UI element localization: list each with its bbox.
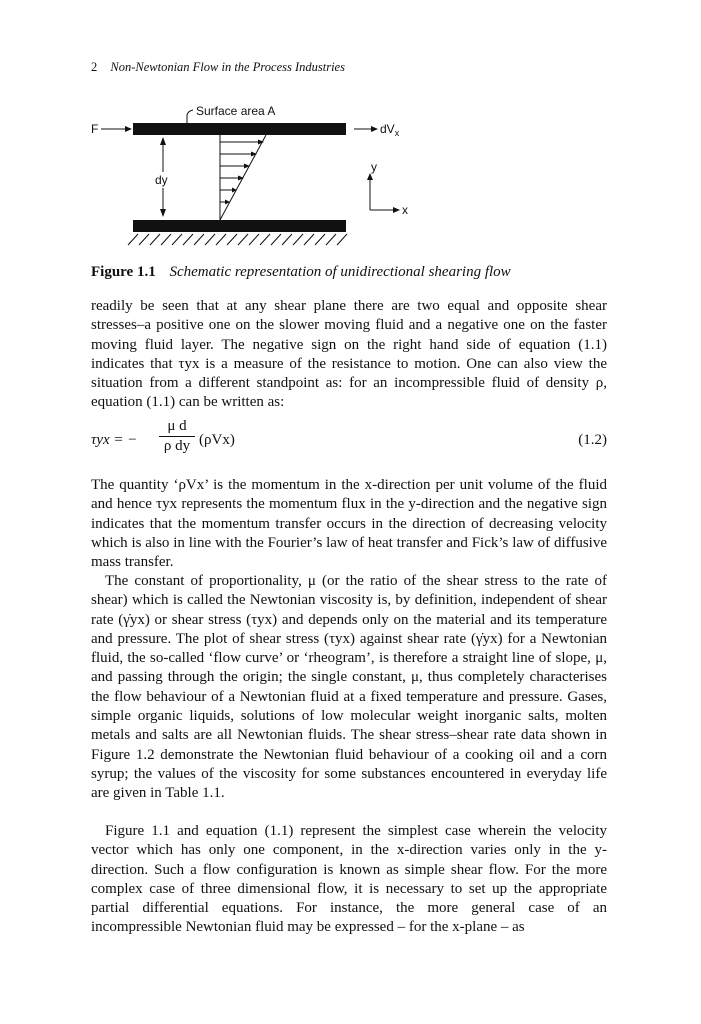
figure-1-1	[80, 98, 408, 258]
shear-flow-diagram	[80, 98, 408, 258]
x-axis-label: x	[402, 203, 408, 217]
caption-text: Schematic representation of unidirectional shearing flow	[169, 264, 511, 280]
dy-arrowhead-up	[160, 137, 166, 145]
paragraph-1: readily be seen that at any shear plane there are two equal and opposite shear stresses–a positive one on the slower moving fluid and a negative one on the faster moving fluid layer. The negative sign on the right hand side of equation (1.1) indicates that τyx is a measure of the resistance to motion. One can also view the situation from a different standpoint as: for an incompressible fluid of density ρ, equation (1.1) can be written as:	[91, 298, 607, 411]
equation-1-2	[91, 418, 607, 468]
y-axis-arrowhead	[367, 173, 373, 180]
paragraph-4: Figure 1.1 and equation (1.1) represent the simplest case wherein the velocity vector which has only one component, in the x-direction varies only in the y-direction. Such a flow configuration is known as simple shear flow. For the more complex case of three dimensional flow, it is necessary to set up the appropriate partial differential equations. For instance, the more general case of an incompressible Newtonian fluid may be expressed – for the x-plane – as	[91, 823, 607, 936]
equation-lhs: τyx = −	[91, 432, 138, 448]
velocity-arrowhead	[371, 126, 378, 132]
dy-arrowhead-down	[160, 209, 166, 217]
dy-label: dy	[155, 173, 168, 187]
caption-label: Figure 1.1	[91, 264, 156, 280]
ground-hatching	[128, 234, 347, 245]
running-header	[91, 60, 345, 75]
equation-rhs: (ρVx)	[199, 432, 235, 448]
figure-caption	[91, 264, 511, 281]
equation-fraction	[157, 418, 197, 455]
page-number: 2	[91, 60, 98, 74]
force-label: F	[91, 122, 99, 136]
profile-arrows	[220, 140, 264, 205]
equation-denominator: ρ dy	[163, 438, 191, 454]
velocity-label: $dV_x$	[380, 122, 400, 138]
force-arrowhead	[125, 126, 132, 132]
fraction-bar	[159, 436, 195, 437]
running-title: Non-Newtonian Flow in the Process Industries	[110, 60, 345, 74]
top-plate	[133, 123, 346, 135]
surface-pointer	[187, 110, 193, 123]
x-axis-arrowhead	[393, 207, 400, 213]
paragraph-3: The constant of proportionality, μ (or the ratio of the shear stress to the rate of shear) which is called the Newtonian viscosity is, by definition, independent of shear rate (γ̇yx) or shear stress (τyx) and depends only on the material and its temperature and pressure. The plot of shear stress (τyx) against shear rate (γ̇yx) for a Newtonian fluid, the so-called ‘flow curve’ or ‘rheogram’, is therefore a straight line of slope, μ, and passing through the origin; the single constant, μ, thus completely characterises the flow behaviour of a Newtonian fluid at a fixed temperature and pressure. Gases, simple organic liquids, solutions of low molecular weight inorganic salts, molten metals and salts are all Newtonian fluids. The shear stress–shear rate data shown in Figure 1.2 demonstrate the Newtonian fluid behaviour of a cooking oil and a corn syrup; the values of the viscosity for some substances encountered in everyday life are given in Table 1.1.	[91, 573, 607, 802]
y-axis-label: y	[371, 160, 377, 174]
paragraph-2: The quantity ‘ρVx’ is the momentum in the x-direction per unit volume of the fluid and hence τyx represents the momentum flux in the y-direction and the negative sign indicates that the momentum transfer occurs in the direction of decreasing velocity which is also in line with the Fourier’s law of heat transfer and Fick’s law of diffusive mass transfer.	[91, 477, 607, 571]
surface-area-label: Surface area A	[196, 104, 276, 118]
bottom-plate	[133, 220, 346, 232]
equation-number: (1.2)	[578, 432, 607, 448]
equation-numerator: μ d	[167, 418, 187, 434]
